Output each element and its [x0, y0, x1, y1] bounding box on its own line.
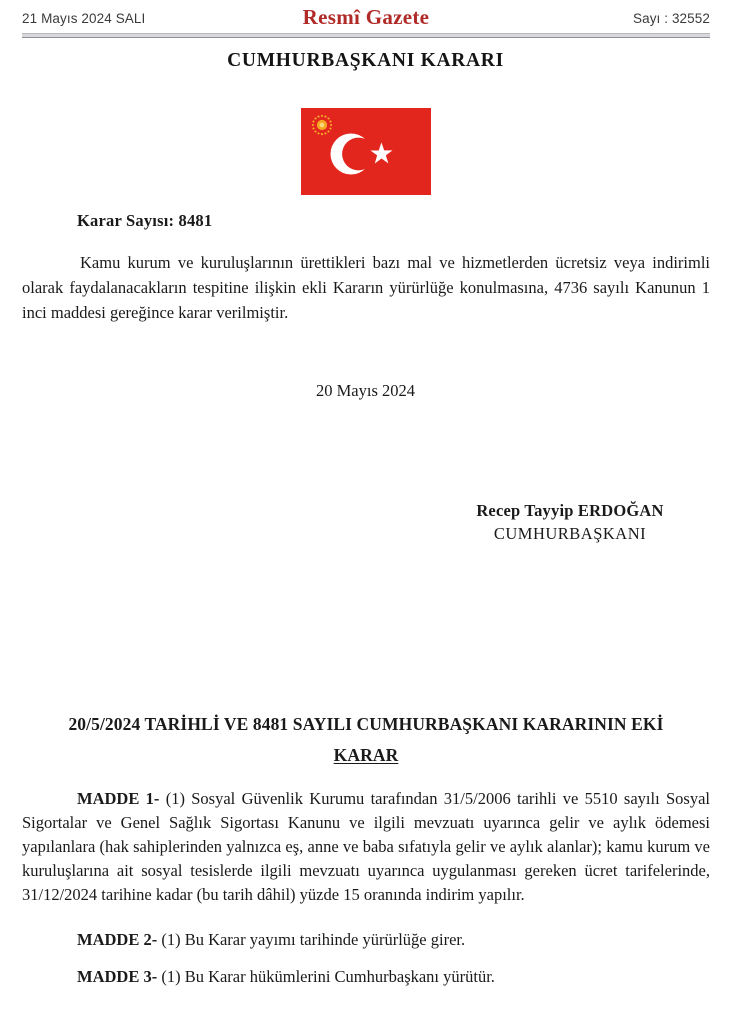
- article-2-text: (1) Bu Karar yayımı tarihinde yürürlüğe girer.: [157, 930, 466, 949]
- article-3-label: MADDE 3-: [77, 967, 158, 986]
- masthead: [22, 6, 710, 30]
- annex-heading-line-2: KARAR: [333, 745, 399, 765]
- page-title: CUMHURBAŞKANI KARARI: [227, 50, 504, 71]
- signature-block: [410, 501, 730, 544]
- annex-heading-line-2-wrap: [22, 740, 710, 771]
- article-2: [22, 928, 710, 952]
- emblem-container: [0, 108, 731, 195]
- article-1-label: MADDE 1-: [77, 789, 160, 808]
- annex-heading-line-1: 20/5/2024 TARİHLİ VE 8481 SAYILI CUMHURBAŞKANI KARARININ EKİ: [68, 714, 664, 734]
- article-3: [22, 965, 710, 989]
- article-3-text: (1) Bu Karar hükümlerini Cumhurbaşkanı yürütür.: [157, 967, 495, 986]
- issue-number: Sayı : 32552: [632, 10, 710, 26]
- article-2-label: MADDE 2-: [77, 930, 158, 949]
- signatory-role: CUMHURBAŞKANI: [493, 524, 647, 543]
- signatory-name: Recep Tayyip ERDOĞAN: [476, 501, 664, 520]
- turkish-flag-icon: [301, 108, 431, 195]
- sun-emblem-icon: [311, 115, 331, 135]
- decision-number: Karar Sayısı: 8481: [77, 211, 213, 230]
- publication-date: 21 Mayıs 2024 SALI: [22, 10, 146, 26]
- masthead-divider: [22, 33, 710, 38]
- article-1-text: (1) Sosyal Güvenlik Kurumu tarafından 31/5/2006 tarihli ve 5510 sayılı Sosyal Sigortalar ve Genel Sağlık Sigortası Kanunu ve ilgili mevzuatı uyarınca gelir ve aylık ödemesi yapılanlara (hak sahiplerinden yalnızca eş, anne ve baba sıfatıyla gelir ve aylık alanlar); kamu kurum ve kuruluşlarına ait sosyal tesislerde ilgili mevzuatı uyarınca uygulanması gereken ücret tarifelerinde, 31/12/2024 tarihine kadar (bu tarih dâhil) yüzde 15 oranında indirim yapılır.: [22, 789, 710, 904]
- signature-date: 20 Mayıs 2024: [316, 381, 415, 400]
- article-1: [22, 787, 710, 907]
- gazette-title: Resmî Gazete: [302, 5, 430, 29]
- intro-paragraph: Kamu kurum ve kuruluşlarının ürettikleri bazı mal ve hizmetlerden ücretsiz veya indirimli olarak faydalanacakların tespitine ilişkin ekli Kararın yürürlüğe konulmasına, 4736 sayılı Kanunun 1 inci maddesi gereğince karar verilmiştir.: [22, 253, 710, 322]
- annex-heading: [22, 709, 710, 771]
